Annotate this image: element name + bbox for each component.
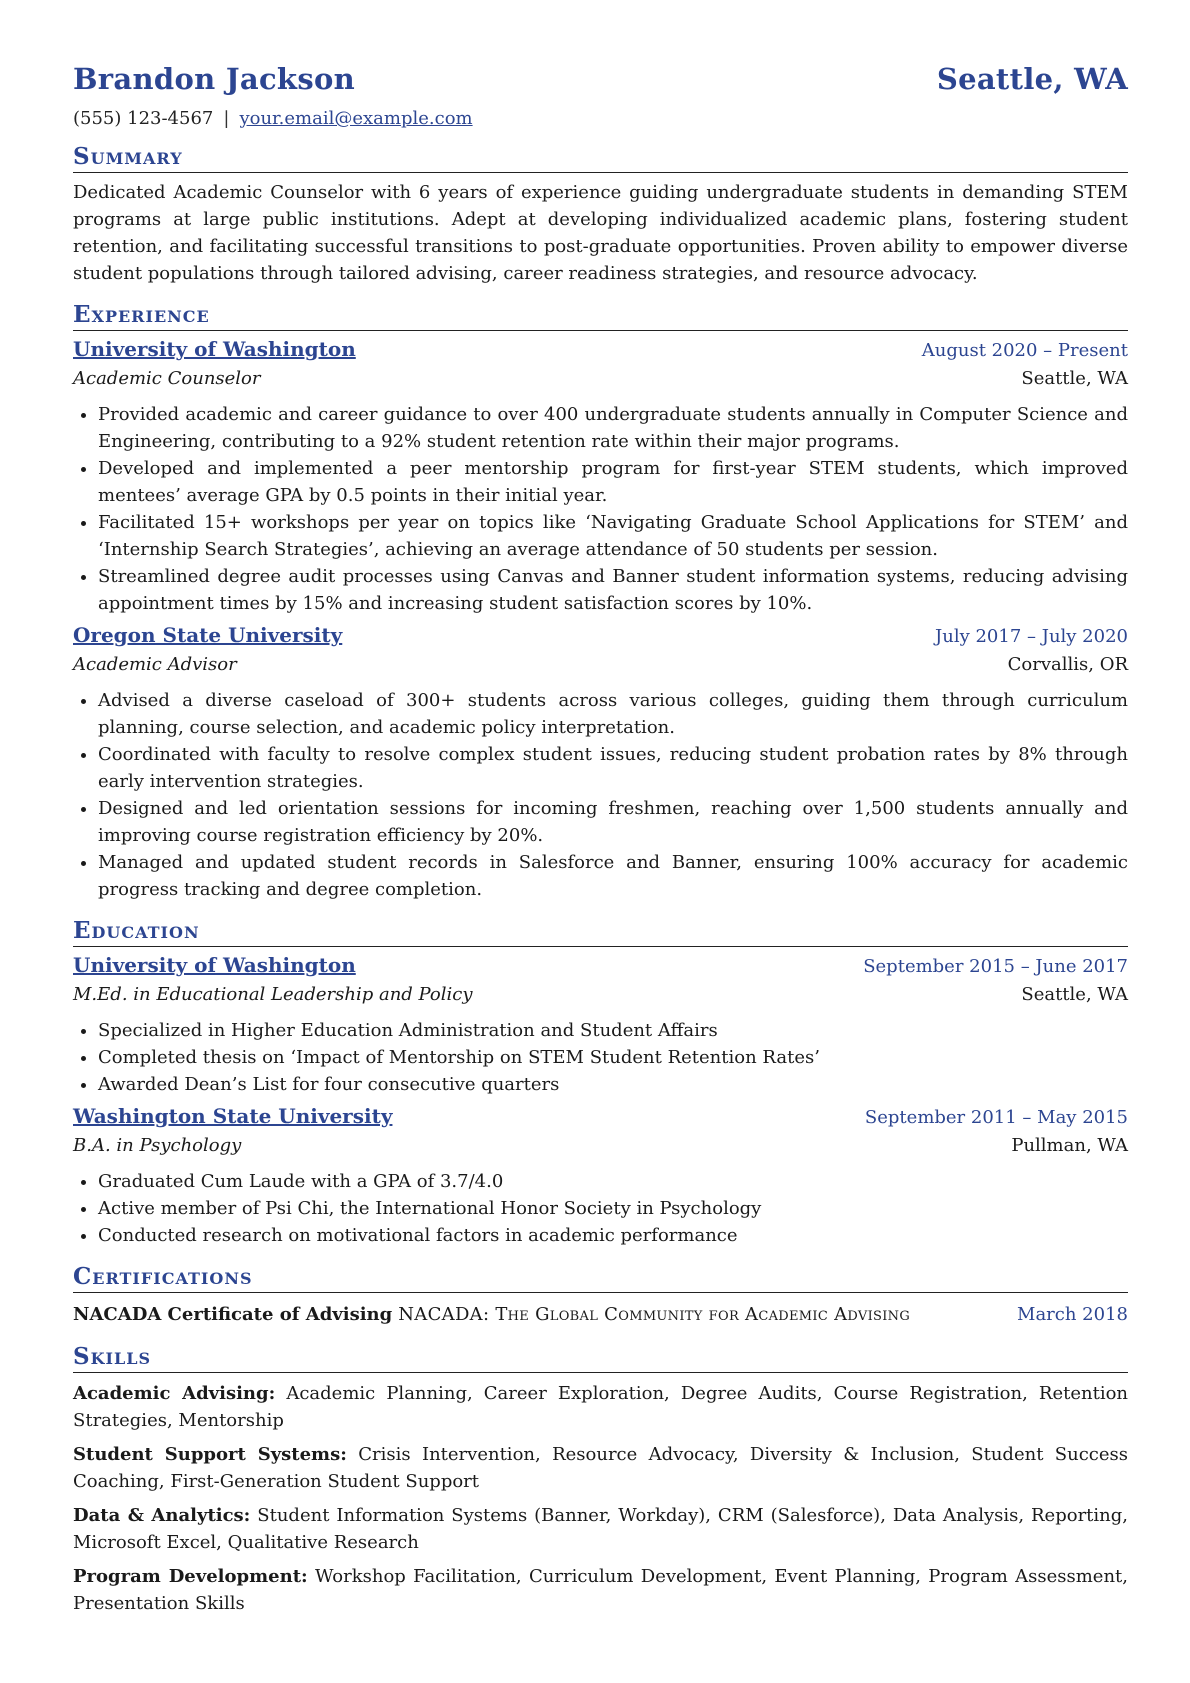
degree-title: M.Ed. in Educational Leadership and Policy	[73, 984, 473, 1005]
degree-title: B.A. in Psychology	[73, 1135, 242, 1156]
skill-group	[73, 1380, 1128, 1434]
experience-entry	[73, 335, 1128, 617]
education-detail-item: • Graduated Cum Laude with a GPA of 3.7/4.0	[98, 1168, 1128, 1195]
candidate-name: Brandon Jackson	[73, 62, 355, 96]
skill-category: Student Support Systems:	[73, 1444, 347, 1465]
section-title-summary: Summary	[73, 143, 1128, 173]
employer-link[interactable]: University of Washington	[73, 337, 356, 361]
education-detail-item: • Active member of Psi Chi, the International Honor Society in Psychology	[98, 1195, 1128, 1222]
achievement-item: • Managed and updated student records in Salesforce and Banner, ensuring 100% accuracy for academic progress tracking and degree completion.	[98, 849, 1128, 903]
job-title: Academic Counselor	[73, 368, 261, 389]
section-title-skills: Skills	[73, 1343, 1128, 1373]
skill-category: Data & Analytics:	[73, 1505, 251, 1526]
school-link[interactable]: University of Washington	[73, 953, 356, 977]
achievement-list	[73, 401, 1128, 617]
education-entry	[73, 951, 1128, 1098]
skill-values: Workshop Facilitation, Curriculum Development, Event Planning, Program Assessment, Presentation Skills	[73, 1566, 1128, 1614]
education-detail-item: • Conducted research on motivational factors in academic performance	[98, 1222, 1128, 1249]
section-title-certifications: Certifications	[73, 1263, 1128, 1293]
certification-name: NACADA Certificate of Advising	[73, 1304, 393, 1325]
education-detail-item: • Specialized in Higher Education Administration and Student Affairs	[98, 1017, 1128, 1044]
achievement-item: • Provided academic and career guidance to over 400 undergraduate students annually in Computer Science and Engineering, contributing to a 92% student retention rate within their major programs.	[98, 401, 1128, 455]
employment-dates: August 2020 – Present	[921, 340, 1128, 361]
job-title: Academic Advisor	[73, 654, 237, 675]
achievement-item: • Facilitated 15+ workshops per year on topics like ‘Navigating Graduate School Applications for STEM’ and ‘Internship Search Strategies’, achieving an average attendance of 50 students per session.	[98, 509, 1128, 563]
summary-text: Dedicated Academic Counselor with 6 years of experience guiding undergraduate students in demanding STEM programs at large public institutions. Adept at developing individualized academic plans, fostering student retention, and facilitating successful transitions to post-graduate opportunities. Proven ability to empower diverse student populations through tailored advising, career readiness strategies, and resource advocacy.	[73, 182, 1128, 284]
skill-group	[73, 1441, 1128, 1495]
certification-issuer: NACADA: The Global Community for Academic Advising	[398, 1304, 911, 1325]
job-location: Seattle, WA	[1021, 368, 1128, 389]
skill-values: Student Information Systems (Banner, Workday), CRM (Salesforce), Data Analysis, Reporting, Microsoft Excel, Qualitative Research	[73, 1505, 1129, 1553]
section-title-experience: Experience	[73, 301, 1128, 331]
education-detail-item: • Completed thesis on ‘Impact of Mentorship on STEM Student Retention Rates’	[98, 1044, 1128, 1071]
job-location: Corvallis, OR	[1007, 654, 1128, 675]
resume-page	[73, 62, 1128, 1617]
section-title-education: Education	[73, 917, 1128, 947]
achievement-item: • Advised a diverse caseload of 300+ students across various colleges, guiding them through curriculum planning, course selection, and academic policy interpretation.	[98, 687, 1128, 741]
education-detail-item: • Awarded Dean’s List for four consecutive quarters	[98, 1071, 1128, 1098]
achievement-item: • Designed and led orientation sessions for incoming freshmen, reaching over 1,500 students annually and improving course registration efficiency by 20%.	[98, 795, 1128, 849]
school-location: Seattle, WA	[1021, 984, 1128, 1005]
education-detail-list	[73, 1168, 1128, 1249]
contact-separator: |	[223, 108, 230, 129]
study-dates: September 2011 – May 2015	[864, 1107, 1128, 1128]
resume-header	[73, 62, 1128, 96]
achievement-item: • Streamlined degree audit processes using Canvas and Banner student information systems, reducing advising appointment times by 15% and increasing student satisfaction scores by 10%.	[98, 563, 1128, 617]
education-detail-list	[73, 1017, 1128, 1098]
achievement-list	[73, 687, 1128, 903]
skill-values: Crisis Intervention, Resource Advocacy, Diversity & Inclusion, Student Success Coaching, First-Generation Student Support	[73, 1444, 1128, 1492]
school-link[interactable]: Washington State University	[73, 1104, 393, 1128]
skill-group	[73, 1563, 1128, 1617]
skill-values: Academic Planning, Career Exploration, Degree Audits, Course Registration, Retention Strategies, Mentorship	[73, 1383, 1129, 1431]
skill-category: Program Development:	[73, 1566, 308, 1587]
skill-category: Academic Advising:	[73, 1383, 276, 1404]
achievement-item: • Coordinated with faculty to resolve complex student issues, reducing student probation rates by 8% through early intervention strategies.	[98, 741, 1128, 795]
achievement-item: • Developed and implemented a peer mentorship program for first-year STEM students, which improved mentees’ average GPA by 0.5 points in their initial year.	[98, 455, 1128, 509]
certification-date: March 2018	[1017, 1304, 1128, 1325]
school-location: Pullman, WA	[1011, 1135, 1128, 1156]
phone-number: (555) 123-4567	[73, 108, 214, 129]
contact-line	[73, 108, 1128, 129]
education-entry	[73, 1102, 1128, 1249]
certification-entry	[73, 1301, 1128, 1329]
email-link[interactable]: your.email@example.com	[239, 108, 473, 129]
candidate-location: Seattle, WA	[936, 62, 1128, 96]
study-dates: September 2015 – June 2017	[863, 956, 1128, 977]
employment-dates: July 2017 – July 2020	[935, 626, 1128, 647]
experience-entry	[73, 621, 1128, 903]
employer-link[interactable]: Oregon State University	[73, 623, 343, 647]
skill-group	[73, 1502, 1128, 1556]
